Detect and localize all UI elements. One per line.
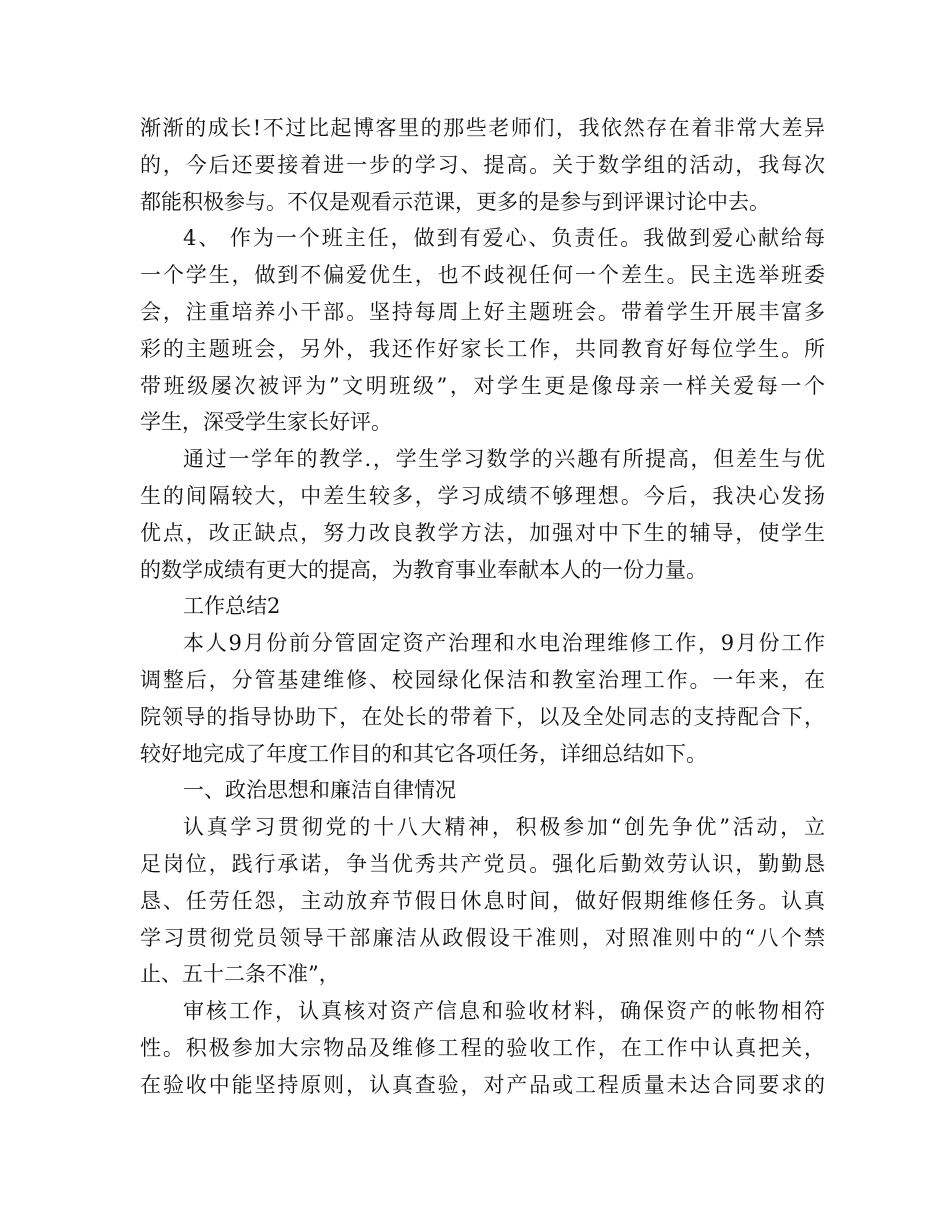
- text-line: 会，注重培养小干部。坚持每周上好主题班会。带着学生开展丰富多: [140, 299, 825, 324]
- text-line: 学习贯彻党员领导干部廉洁从政假设干准则，对照准则中的“八个禁: [140, 925, 825, 950]
- document-body: [140, 110, 825, 1104]
- text-line: 恳、任劳任怨，主动放弃节假日休息时间，做好假期维修任务。认真: [140, 888, 825, 913]
- text-line: 通过一学年的教学.，学生学习数学的兴趣有所提高，但差生与优: [183, 447, 825, 472]
- text-line: 的，今后还要接着进一步的学习、提高。关于数学组的活动，我每次: [140, 152, 825, 177]
- text-line: 认真学习贯彻党的十八大精神，积极参加“创先争优”活动，立: [183, 815, 825, 840]
- text-line: 审核工作，认真核对资产信息和验收材料，确保资产的帐物相符: [183, 999, 825, 1024]
- text-line: 生的间隔较大，中差生较多，学习成绩不够理想。今后，我决心发扬: [140, 483, 825, 508]
- text-line: 一个学生，做到不偏爱优生，也不歧视任何一个差生。民主选举班委: [140, 263, 825, 288]
- text-line: 的数学成绩有更大的提高，为教育事业奉献本人的一份力量。: [140, 557, 707, 582]
- section-heading: 工作总结2: [183, 594, 281, 619]
- text-line: 都能积极参与。不仅是观看示范课，更多的是参与到评课讨论中去。: [140, 189, 770, 214]
- text-line: 院领导的指导协助下，在处长的带着下，以及全处同志的支持配合下，: [140, 704, 825, 729]
- text-line: 在验收中能坚持原则，认真查验，对产品或工程质量未达合同要求的: [140, 1072, 825, 1097]
- text-line: 本人9月份前分管固定资产治理和水电治理维修工作，9月份工作: [183, 631, 825, 656]
- text-line: 优点，改正缺点，努力改良教学方法，加强对中下生的辅导，使学生: [140, 520, 825, 545]
- text-line: 性。积极参加大宗物品及维修工程的验收工作，在工作中认真把关，: [140, 1035, 825, 1060]
- text-line: 学生，深受学生家长好评。: [140, 410, 392, 435]
- text-line: 调整后，分管基建维修、校园绿化保洁和教室治理工作。一年来，在: [140, 667, 825, 692]
- text-line: 足岗位，践行承诺，争当优秀共产党员。强化后勤效劳认识，勤勤恳: [140, 851, 825, 876]
- text-line: 彩的主题班会，另外，我还作好家长工作，共同教育好每位学生。所: [140, 336, 825, 361]
- text-line: 带班级屡次被评为”文明班级”，对学生更是像母亲一样关爱每一个: [140, 373, 825, 398]
- section-heading: 一、政治思想和廉洁自律情况: [183, 778, 456, 803]
- text-line: 渐渐的成长!不过比起博客里的那些老师们，我依然存在着非常大差异: [140, 116, 825, 140]
- text-line: 止、五十二条不准”，: [140, 962, 340, 987]
- text-line: 较好地完成了年度工作目的和其它各项任务，详细总结如下。: [140, 741, 707, 766]
- text-line: 4、 作为一个班主任，做到有爱心、负责任。我做到爱心献给每: [183, 226, 825, 251]
